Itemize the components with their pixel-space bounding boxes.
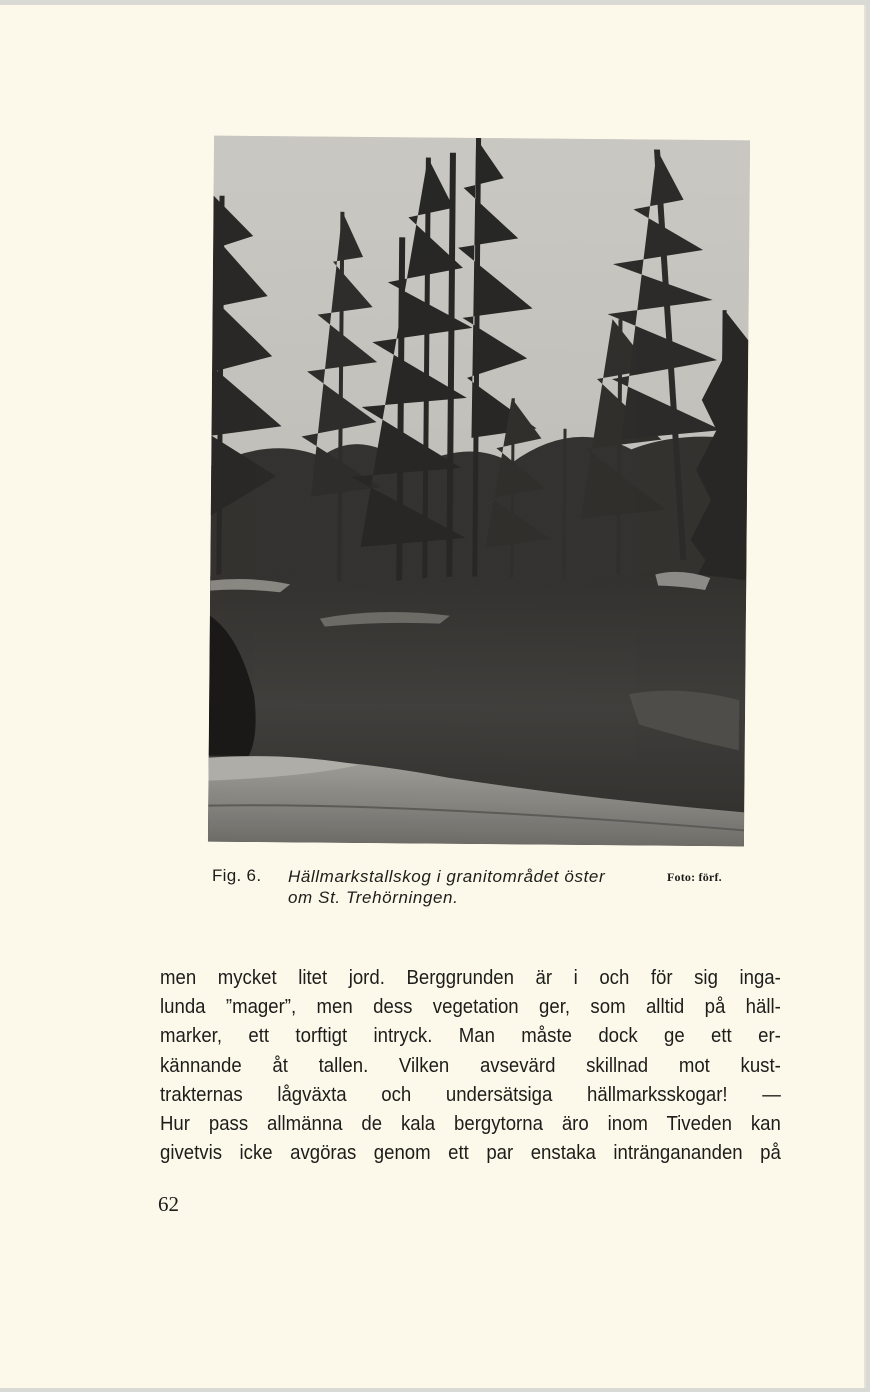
page-number: 62 bbox=[158, 1192, 179, 1216]
text-line: Hur pass allmänna de kala bergytorna äro inom Tiveden kan bbox=[160, 1112, 781, 1135]
text-line: givetvis icke avgöras genom ett par enstaka inträngananden på bbox=[160, 1142, 781, 1165]
book-page bbox=[0, 5, 866, 1388]
figure-title-line-1: Hällmarkstallskog i granitområdet öster bbox=[288, 867, 606, 886]
figure-title-line-2: om St. Trehörningen. bbox=[288, 888, 459, 907]
text-line: kännande åt tallen. Vilken avsevärd skillnad mot kust- bbox=[160, 1054, 781, 1077]
text-line: trakternas lågväxta och undersätsiga hällmarksskogar! — bbox=[160, 1083, 781, 1106]
forest-photograph bbox=[208, 136, 750, 847]
body-paragraph bbox=[160, 964, 781, 1168]
text-line: men mycket litet jord. Berggrunden är i och för sig inga- bbox=[160, 967, 781, 989]
figure-label: Fig. 6. bbox=[212, 866, 262, 885]
figure-title bbox=[288, 866, 658, 908]
text-line: lunda ”mager”, men dess vegetation ger, som alltid på häll- bbox=[160, 996, 781, 1019]
text-line: marker, ett torftigt intryck. Man måste dock ge ett er- bbox=[160, 1025, 781, 1048]
photo-credit: Foto: förf. bbox=[667, 870, 722, 884]
pine-forest-image bbox=[208, 136, 750, 847]
